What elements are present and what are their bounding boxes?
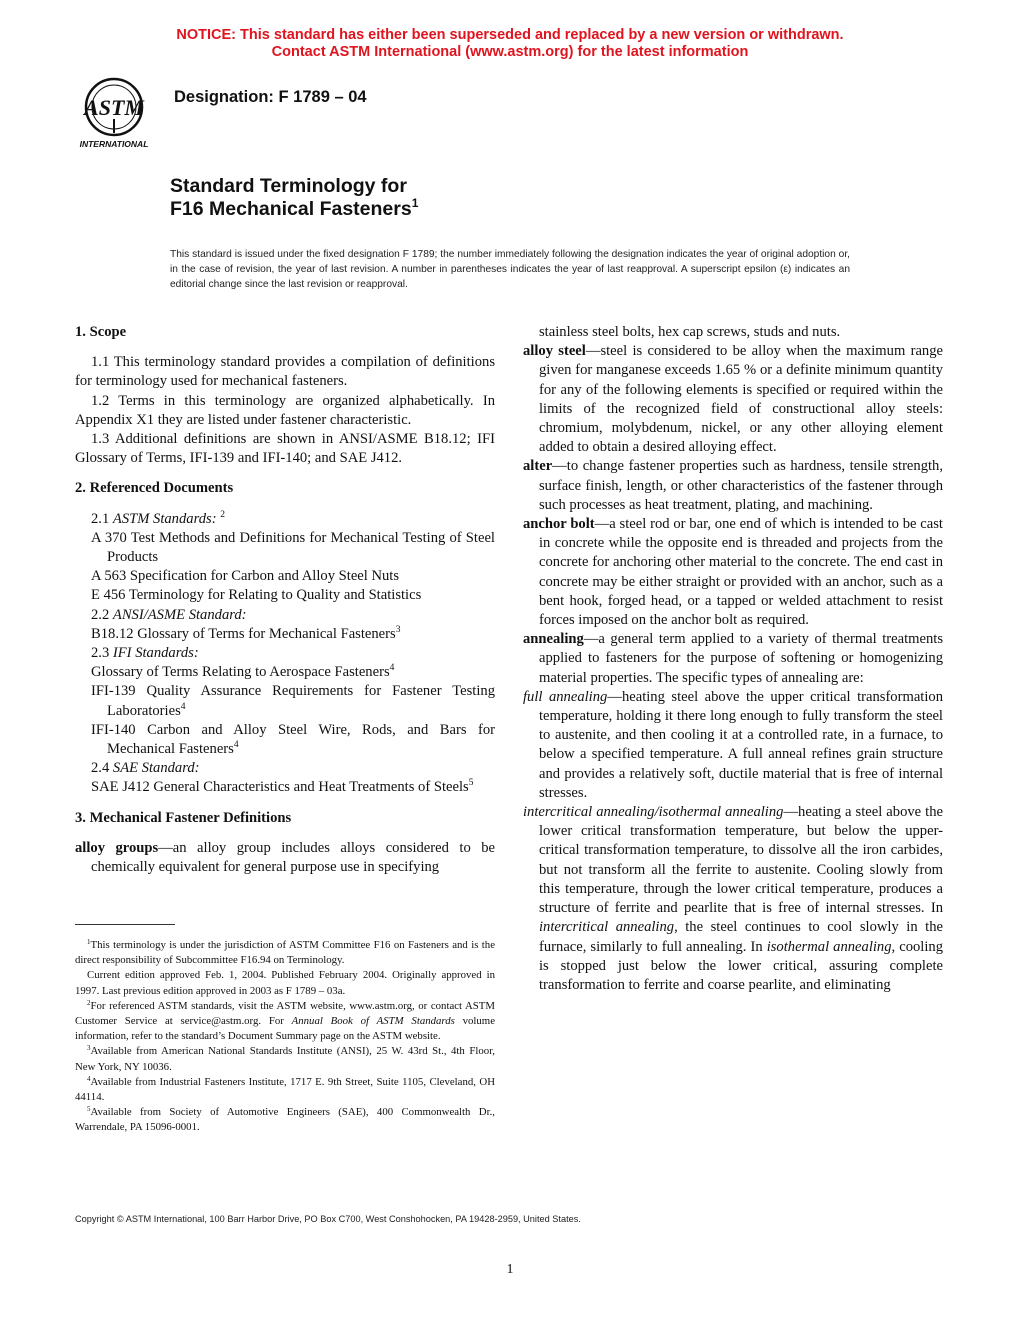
title-line-2: F16 Mechanical Fasteners	[170, 198, 412, 220]
left-column	[75, 323, 495, 877]
astm-logo-icon	[64, 73, 164, 151]
def-alloy-steel: alloy steel—steel is considered to be alloy when the maximum range given for manganese exceeds 1.65 % or a definite minimum quantity for any of the following elements is specified or required within the limits of the recognized field of constructional alloy steels: chromium, molybdenum, nickel, or any other alloying element added to obtain a desired alloying effect.	[523, 343, 943, 456]
ref-a370: A 370 Test Methods and Definitions for Mechanical Testing of Steel Products	[91, 529, 495, 566]
page-number: 1	[506, 1262, 514, 1277]
scope-para-1: 1.1 This terminology standard provides a compilation of definitions for terminology used for mechanical fasteners.	[75, 354, 495, 390]
ref-b1812: B18.12 Glossary of Terms for Mechanical Fasteners$^3$	[91, 624, 401, 642]
footnote-4: $^4$Available from Industrial Fasteners Institute, 1717 E. 9th Street, Suite 1105, Cleveland, OH 44114.	[75, 1074, 495, 1104]
footnote-rule	[75, 924, 175, 925]
logo-text: ASTM	[84, 95, 144, 120]
title-footnote-mark: 1	[411, 196, 419, 210]
ref-a563: A 563 Specification for Carbon and Alloy Steel Nuts	[91, 568, 400, 585]
logo-subtext: INTERNATIONAL	[79, 139, 149, 149]
footnotes	[75, 938, 495, 1136]
footnote-5: $^5$Available from Society of Automotive Engineers (SAE), 400 Commonwealth Dr., Warrendale, PA 15096-0001.	[75, 1105, 495, 1134]
title-line-1: Standard Terminology for	[170, 175, 407, 197]
def-alloy-groups-continued: stainless steel bolts, hex cap screws, studs and nuts.	[539, 324, 841, 340]
designation: Designation: F 1789 – 04	[174, 88, 367, 106]
definitions-heading: 3. Mechanical Fastener Definitions	[75, 809, 292, 826]
notice-line-2: Contact ASTM International (www.astm.org) for the latest information	[271, 44, 749, 60]
issuance-statement: This standard is issued under the fixed designation F 1789; the number immediately following the designation indicates the year of original adoption or, in the case of revision, the year of last revision. A number in parentheses indicates the year of last reapproval. A superscript epsilon (ε) indicates an editorial change since the last revision or reapproval.	[170, 249, 850, 290]
scope-para-3: 1.3 Additional definitions are shown in ANSI/ASME B18.12; IFI Glossary of Terms, IFI-139 and IFI-140; and SAE J412.	[75, 431, 495, 467]
document-title	[170, 175, 418, 221]
ansi-standard-label: 2.2 ANSI/ASME Standard:	[91, 606, 247, 623]
footnote-1: $^1$This terminology is under the jurisdiction of ASTM Committee F16 on Fasteners and is the direct responsibility of Subcommittee F16.94 on Terminology.	[75, 938, 495, 967]
ref-ifi139: IFI-139 Quality Assurance Requirements for Fastener Testing Laboratories$^4$	[91, 683, 495, 719]
footnote-2: $^2$For referenced ASTM standards, visit the ASTM website, www.astm.org, or contact ASTM Customer Service at service@astm.org. For Annual Book of ASTM Standards volume information, refer to the standard’s Document Summary page on the ASTM website.	[75, 998, 495, 1043]
withdrawal-notice	[0, 27, 1020, 61]
scope-heading: 1. Scope	[75, 324, 127, 340]
right-column	[523, 323, 943, 995]
scope-para-2: 1.2 Terms in this terminology are organized alphabetically. In Appendix X1 they are listed under fastener characteristic.	[75, 392, 495, 428]
astm-standards-label: 2.1 ASTM Standards: $^2$	[91, 509, 225, 527]
notice-line-1: NOTICE: This standard has either been superseded and replaced by a new version or withdrawn.	[176, 27, 844, 43]
def-anchor-bolt: anchor bolt—a steel rod or bar, one end of which is intended to be cast in concrete while the opposite end is threaded and projects from the concrete for anchoring other material to the concrete. The end cast in concrete may be either straight or provided with an anchor, such as a bent hook, forged head, or a tapped or welded attachment to resist forces imposed on the anchor bolt as required.	[523, 516, 943, 629]
def-full-annealing: full annealing—heating steel above the upper critical transformation temperature, holding it there long enough to fully transform the steel to austenite, and then cooling it at a controlled rate, in a furnace, to below a specified temperature. A full anneal refines grain structure and provides a relatively soft, ductile material that is free of internal stresses.	[523, 688, 943, 801]
def-annealing: annealing—a general term applied to a variety of thermal treatments applied to fasteners for the purpose of softening or homogenizing material properties. The specific types of annealing are:	[523, 631, 943, 686]
ref-j412: SAE J412 General Characteristics and Heat Treatments of Steels$^5$	[91, 778, 474, 796]
ref-glossary: Glossary of Terms Relating to Aerospace Fasteners$^4$	[91, 663, 395, 681]
footnote-3: $^3$Available from American National Standards Institute (ANSI), 25 W. 43rd St., 4th Floor, New York, NY 10036.	[75, 1044, 495, 1073]
references-heading: 2. Referenced Documents	[75, 480, 234, 497]
def-alter: alter—to change fastener properties such as hardness, tensile strength, surface finish, length, or other characteristics of the fastener through such processes as heat treatment, plating, and machining.	[523, 458, 943, 513]
ifi-standards-label: 2.3 IFI Standards:	[91, 645, 199, 662]
def-intercritical-annealing: intercritical annealing/isothermal annealing—heating a steel above the lower critical transformation temperature, but below the upper-critical transformation temperature, to dissolve all the iron carbides, but not transform all the ferrite to austenite. Cooling slowly from this temperature, through the lower critical temperature, produces a structure of ferrite and pearlite that is free of internal stresses. In intercritical annealing, the steel continues to cool slowly in the furnace, similarly to full annealing. In isothermal annealing, cooling is stopped just below the lower critical, assuring complete transformation to ferrite and coarse pearlite, and eliminating	[523, 804, 944, 993]
def-alloy-groups: alloy groups—an alloy group includes alloys considered to be chemically equivalent for general purpose use in specifying	[75, 839, 495, 876]
footnote-1b: Current edition approved Feb. 1, 2004. Published February 2004. Originally approved in 1997. Last previous edition approved in 2003 as F 1789 – 03a.	[75, 969, 495, 997]
ref-e456: E 456 Terminology for Relating to Quality and Statistics	[91, 587, 422, 604]
ref-ifi140: IFI-140 Carbon and Alloy Steel Wire, Rods, and Bars for Mechanical Fasteners$^4$	[91, 721, 495, 758]
copyright-line: Copyright © ASTM International, 100 Barr Harbor Drive, PO Box C700, West Conshohocken, PA 19428-2959, United States.	[75, 1214, 581, 1224]
sae-standard-label: 2.4 SAE Standard:	[91, 760, 200, 777]
